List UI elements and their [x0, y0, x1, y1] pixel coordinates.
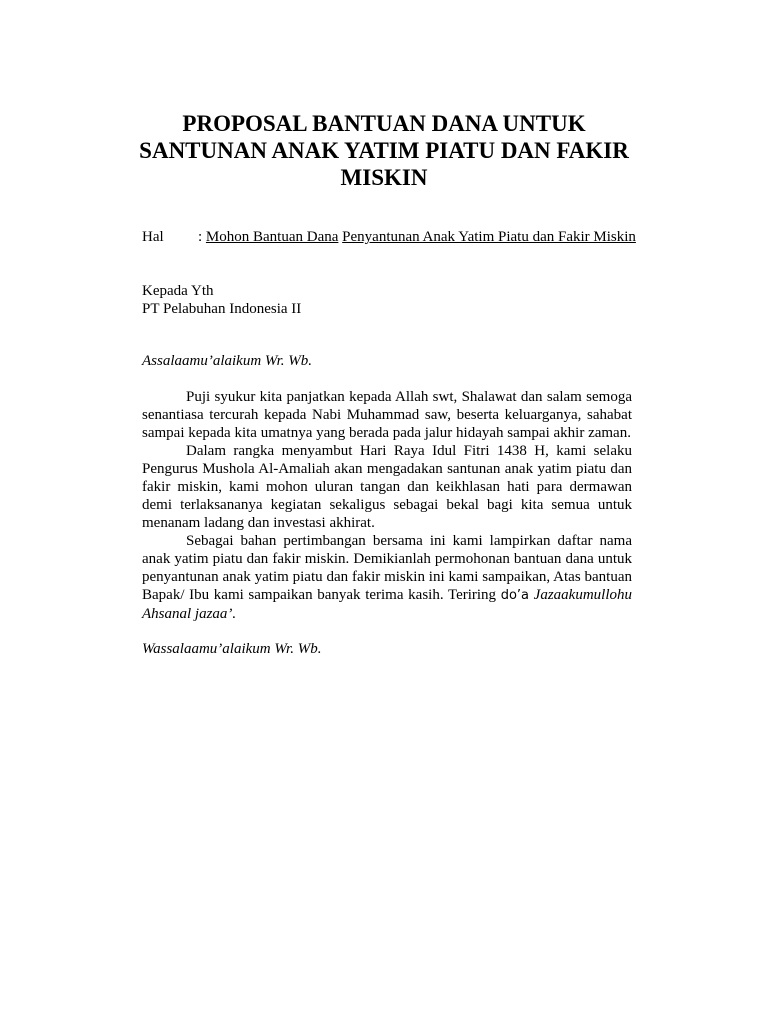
subject-line [142, 228, 636, 246]
paragraph-1: Puji syukur kita panjatkan kepada Allah swt, Shalawat dan salam semoga senantiasa tercurah kepada Nabi Muhammad saw, beserta keluarganya, sahabat sampai kepada kita umatnya yang berada pada jalur hidayah sampai akhir zaman. [142, 389, 632, 441]
closing-salutation: Wassalaamu’alaikum Wr. Wb. [142, 641, 322, 657]
title-line-3: MISKIN [340, 165, 428, 190]
subject-text-part2: Penyantunan Anak Yatim Piatu dan Fakir Miskin [342, 229, 636, 245]
paragraph-3-text: Sebagai bahan pertimbangan bersama ini kami lampirkan daftar nama anak yatim piatu dan fakir miskin. Demikianlah permohonan bantuan dana untuk penyantunan anak yatim piatu dan fakir miskin ini kami sampaikan, Atas bantuan Bapak/ Ibu kami sampaikan banyak terima kasih. Teriring [142, 533, 632, 603]
letter-body [142, 388, 632, 623]
recipient-block [142, 282, 301, 318]
subject-separator: : [198, 229, 206, 245]
prayer-phrase: Jazaakumullohu Ahsanal jazaa’. [142, 587, 632, 622]
recipient-line-2: PT Pelabuhan Indonesia II [142, 301, 302, 317]
title-line-2: SANTUNAN ANAK YATIM PIATU DAN FAKIR [139, 138, 629, 163]
subject-label: Hal [142, 229, 164, 245]
paragraph-2: Dalam rangka menyambut Hari Raya Idul Fitri 1438 H, kami selaku Pengurus Mushola Al-Amaliah akan mengadakan santunan anak yatim piatu dan fakir miskin, kami mohon uluran tangan dan keikhlasan hati para dermawan demi terlaksananya kegiatan sekaligus sebagai bekal bagi kita semua untuk menanam ladang dan investasi akhirat. [142, 443, 632, 531]
subject-text-part1: Mohon Bantuan Dana [205, 229, 339, 245]
title-line-1: PROPOSAL BANTUAN DANA UNTUK [182, 111, 586, 136]
greeting: Assalaamu’alaikum Wr. Wb. [142, 353, 312, 369]
paragraph-3 [142, 532, 632, 623]
recipient-line-1: Kepada Yth [142, 283, 214, 299]
page-title [100, 110, 668, 191]
prayer-word: do’a [500, 588, 530, 603]
